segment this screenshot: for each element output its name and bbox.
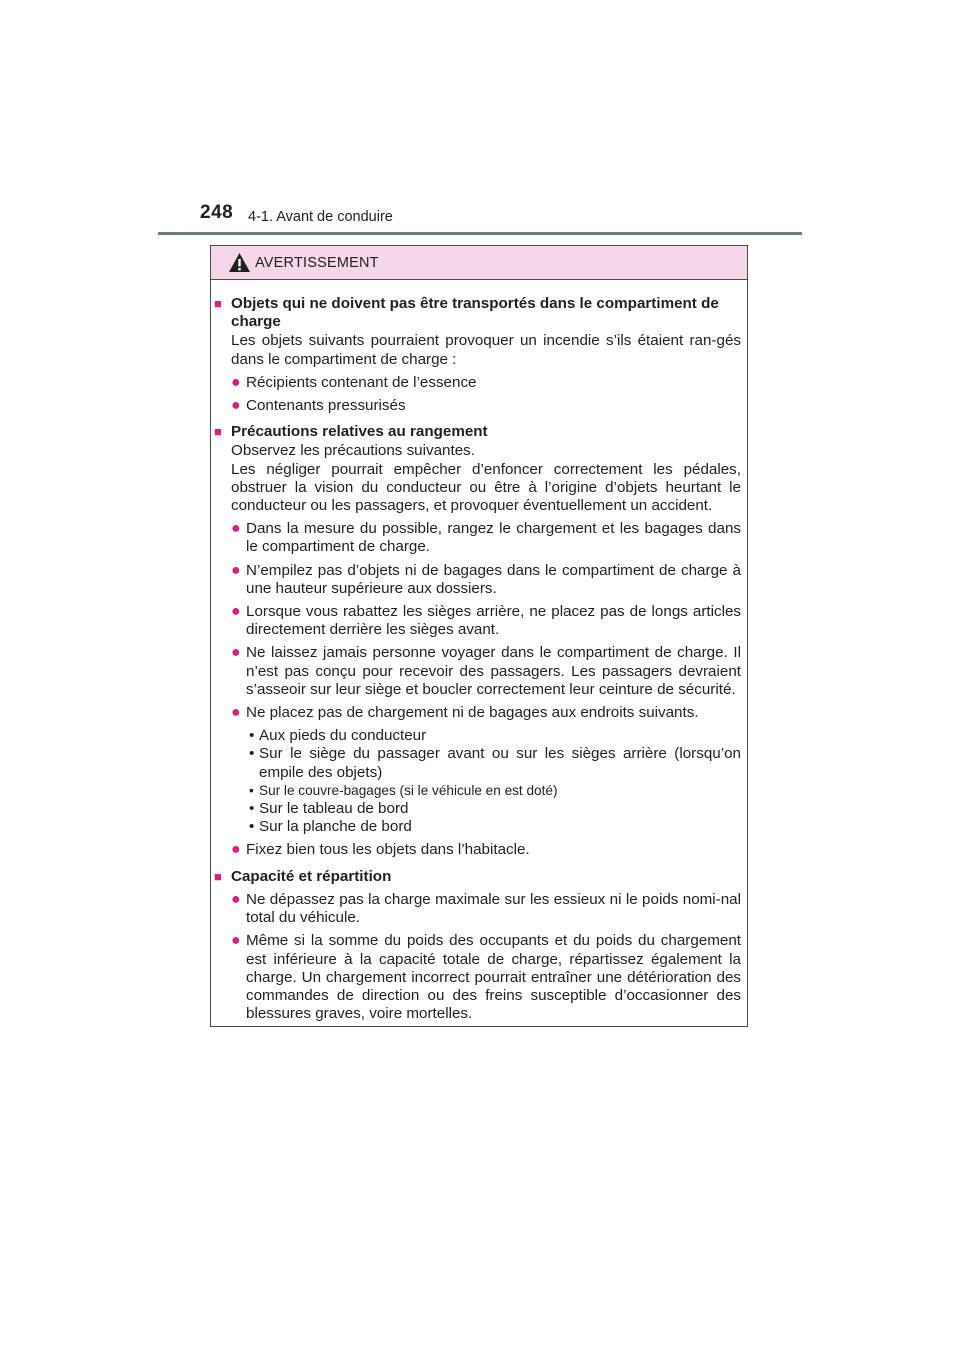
header-rule [158, 232, 802, 235]
bullet-item [231, 841, 741, 859]
bullet-dot-icon: ● [231, 644, 241, 662]
section-square-icon: ■ [214, 868, 222, 884]
bullet-text: Lorsque vous rabattez les sièges arrière, ne placez pas de longs articles directement derrière les sièges avant. [246, 603, 741, 639]
section-heading [214, 295, 741, 331]
paragraph: Observez les précautions suivantes. [231, 442, 475, 460]
sub-list-text: Aux pieds du conducteur [259, 727, 427, 745]
bullet-text: Ne dépassez pas la charge maximale sur les essieux ni le poids nomi-nal total du véhicule. [246, 890, 741, 927]
sub-list-item [244, 800, 741, 818]
sub-list-text: Sur le siège du passager avant ou sur les sièges arrière (lorsqu’on empile des objets) [259, 745, 741, 781]
bullet-dot-icon: ● [231, 890, 241, 908]
bullet-item [231, 520, 741, 556]
bullet-text: Fixez bien tous les objets dans l’habitacle. [246, 841, 530, 859]
section-title: 4-1. Avant de conduire [248, 209, 393, 225]
bullet-dot-icon: ● [231, 397, 241, 415]
sub-list-item [244, 745, 741, 781]
bullet-text: Contenants pressurisés [246, 397, 406, 415]
sub-bullet: • [249, 745, 255, 763]
page-number: 248 [200, 202, 234, 223]
sub-list-item [244, 782, 741, 800]
bullet-text: N’empilez pas d’objets ni de bagages dans le compartiment de charge à une hauteur supérieure aux dossiers. [246, 561, 741, 597]
bullet-dot-icon: ● [231, 373, 241, 391]
bullet-item [231, 562, 741, 598]
sub-list-text: Sur la planche de bord [259, 818, 412, 836]
paragraph: Les négliger pourrait empêcher d’enfoncer correctement les pédales, obstruer la vision du conducteur ou être à l’origine d’objets heurtant le conducteur ou les passagers, et provoquer éventuellement un accident. [231, 460, 741, 515]
section-heading-text: Précautions relatives au rangement [231, 423, 488, 441]
bullet-item [231, 704, 741, 722]
warning-box [210, 245, 748, 1027]
sub-list-text: Sur le couvre-bagages (si le véhicule en est doté) [259, 782, 558, 798]
bullet-item [231, 891, 741, 927]
warning-triangle-icon [228, 252, 251, 273]
bullet-dot-icon: ● [231, 520, 241, 538]
bullet-item [231, 644, 741, 699]
sub-list-text: Sur le tableau de bord [259, 800, 409, 818]
warning-header [211, 246, 747, 280]
bullet-text: Ne placez pas de chargement ni de bagages aux endroits suivants. [246, 704, 699, 722]
bullet-text: Ne laissez jamais personne voyager dans le compartiment de charge. Il n’est pas conçu pour recevoir des passagers. Les passagers devraient s’asseoir sur leur siège et boucler correctement leur ceinture de sécurité. [246, 644, 741, 698]
page-header [0, 0, 960, 240]
bullet-text: Récipients contenant de l’essence [246, 373, 477, 391]
section-heading-text: Capacité et répartition [231, 867, 392, 885]
sub-bullet: • [249, 782, 254, 798]
section-square-icon: ■ [214, 424, 222, 440]
bullet-dot-icon: ● [231, 932, 241, 950]
warning-label: AVERTISSEMENT [255, 255, 379, 271]
sub-bullet: • [249, 800, 255, 818]
bullet-text: Dans la mesure du possible, rangez le chargement et les bagages dans le compartiment de charge. [246, 520, 741, 556]
warning-section-capacity [214, 868, 741, 1024]
warning-body [211, 280, 747, 1023]
bullet-dot-icon: ● [231, 704, 241, 722]
bullet-text: Même si la somme du poids des occupants et du poids du chargement est inférieure à la capacité totale de charge, répartissez également la charge. Un chargement incorrect pourrait entraîner une détérioration des commandes de direction ou des freins susceptible d’occasionner des blessures graves, voire mortelles. [246, 932, 741, 1023]
section-heading [214, 868, 741, 886]
sub-bullet: • [249, 727, 255, 745]
sub-bullet: • [249, 818, 255, 836]
warning-section-cargo-objects [214, 295, 741, 415]
section-square-icon: ■ [214, 296, 222, 311]
section-heading [214, 423, 741, 441]
bullet-item [231, 397, 741, 415]
paragraph: Les objets suivants pourraient provoquer un incendie s’ils étaient ran-gés dans le compartiment de charge : [231, 332, 741, 368]
warning-section-storage [214, 423, 741, 859]
bullet-dot-icon: ● [231, 561, 241, 579]
bullet-item [231, 603, 741, 639]
bullet-item [231, 374, 741, 392]
bullet-dot-icon: ● [231, 841, 241, 859]
sub-list-item [244, 727, 741, 745]
bullet-item [231, 932, 741, 1023]
sub-list [214, 727, 741, 836]
bullet-dot-icon: ● [231, 603, 241, 621]
section-heading-text: Objets qui ne doivent pas être transportés dans le compartiment de charge [231, 295, 719, 331]
sub-list-item [244, 818, 741, 836]
